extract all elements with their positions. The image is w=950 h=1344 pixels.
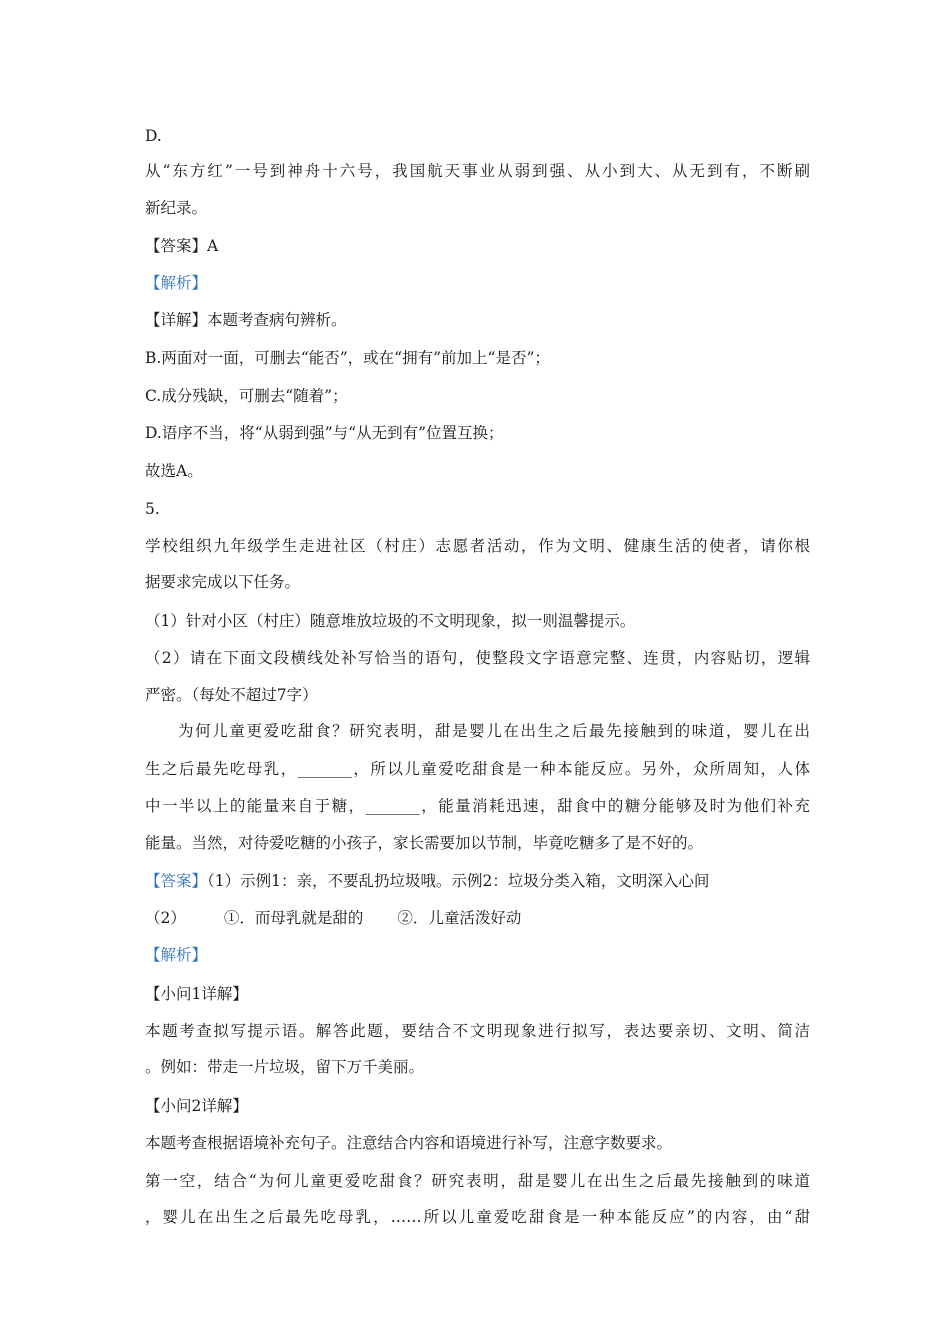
analysis-5-heading: 【解析】 [145,946,208,964]
answer-5-label: 【答案】 [145,872,208,890]
explanation-b: B.两面对一面，可删去“能否”，或在“拥有”前加上“是否”； [145,349,550,367]
explanation-d: D.语序不当，将“从弱到强”与“从无到有”位置互换； [145,424,504,442]
answer-5-blank-2: ②．儿童活泼好动 [397,909,522,927]
option-d-text-line-2: 新纪录。 [145,199,208,217]
passage-line-4: 能量。当然，对待爱吃糖的小孩子，家长需要加以节制，毕竟吃糖多了是不好的。 [145,834,704,852]
task-1: （1）针对小区（村庄）随意堆放垃圾的不文明现象，拟一则温馨提示。 [145,612,636,630]
conclusion: 故选A。 [145,462,203,480]
question-stem-line-1: 学校组织九年级学生走进社区（村庄）志愿者活动，作为文明、健康生活的使者，请你根 [145,537,810,555]
passage-line-2: 生之后最先吃母乳，_______，所以儿童爱吃甜食是一种本能反应。另外，众所周知，人体 [145,760,810,778]
sub-question-2-line-1: 本题考查根据语境补充句子。注意结合内容和语境进行补写，注意字数要求。 [145,1134,673,1152]
answer-5-part-2-label: （2） [145,909,186,927]
answer-value: 【答案】A [145,237,219,255]
task-2-line-2: 严密。（每处不超过7字） [145,686,318,704]
question-number: 5. [145,500,160,518]
sub-question-2-heading: 【小问2详解】 [145,1097,248,1115]
sub-question-1-heading: 【小问1详解】 [145,985,248,1003]
analysis-heading: 【解析】 [145,274,208,292]
sub-question-2-line-3: ，婴儿在出生之后最先吃母乳，……所以儿童爱吃甜食是一种本能反应”的内容，由“甜 [145,1208,810,1226]
passage-line-3: 中一半以上的能量来自于糖，_______，能量消耗迅速，甜食中的糖分能够及时为他们补充 [145,797,810,815]
answer-5-line [145,870,810,892]
option-d-text-line-1: 从“东方红”一号到神舟十六号，我国航天事业从弱到强、从小到大、从无到有，不断刷 [145,162,810,180]
option-d-label: D. [145,127,162,145]
detail-explanation: 【详解】本题考查病句辨析。 [145,311,347,329]
answer-line [145,235,810,257]
explanation-c: C.成分残缺，可删去“随着”； [145,387,348,405]
sub-question-1-line-1: 本题考查拟写提示语。解答此题，要结合不文明现象进行拟写，表达要亲切、文明、简洁 [145,1022,810,1040]
passage-line-1: 为何儿童更爱吃甜食？研究表明，甜是婴儿在出生之后最先接触到的味道，婴儿在出 [178,722,810,740]
question-stem-line-2: 据要求完成以下任务。 [145,573,301,591]
answer-5-part-1: （1）示例1：亲，不要乱扔垃圾哦。示例2：垃圾分类入箱，文明深入心间 [207,872,710,890]
answer-5-blank-1: ①．而母乳就是甜的 [223,909,364,927]
answer-5-part-2-line [145,907,810,929]
sub-question-1-line-2: 。例如：带走一片垃圾，留下万千美丽。 [145,1058,425,1076]
task-2-line-1: （2）请在下面文段横线处补写恰当的语句，使整段文字语意完整、连贯，内容贴切，逻辑 [145,649,810,667]
sub-question-2-line-2: 第一空，结合“为何儿童更爱吃甜食？研究表明，甜是婴儿在出生之后最先接触到的味道 [145,1172,810,1190]
